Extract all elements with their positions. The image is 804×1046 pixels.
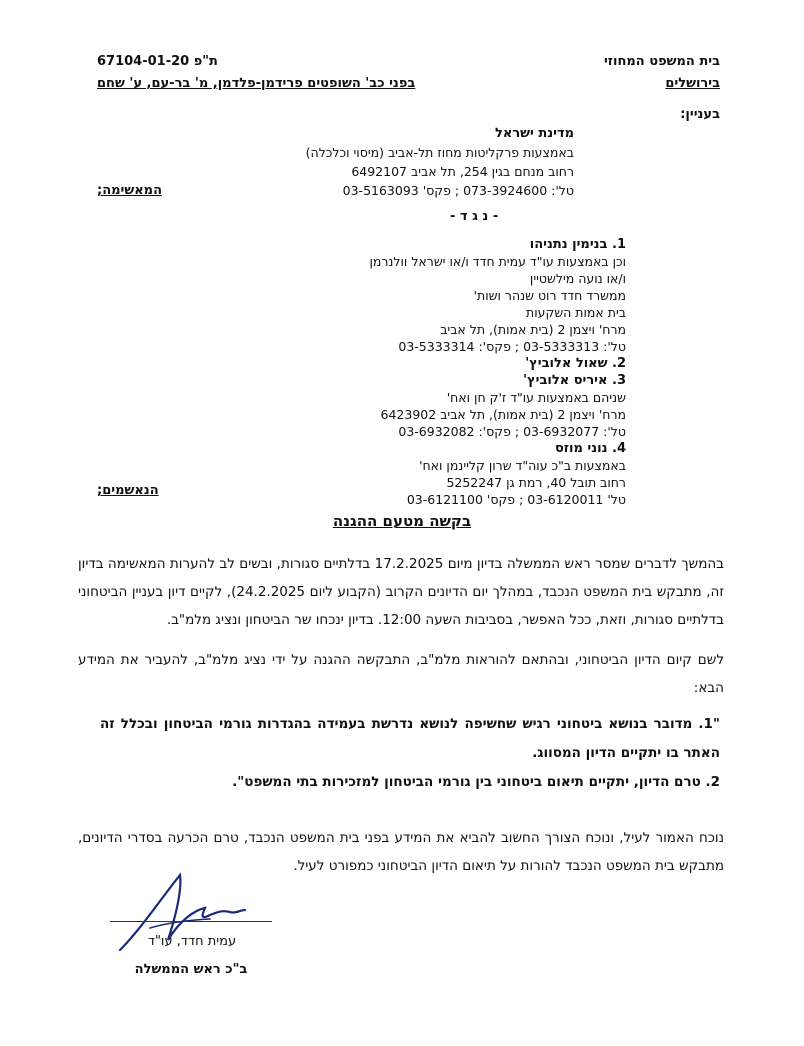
defendants-role-text: הנאשמים; xyxy=(97,483,159,498)
defendant-line: מרח' ויצמן 2 (בית אמות), תל אביב 6423902 xyxy=(380,407,626,422)
prosecution-name: מדינת ישראל xyxy=(494,126,574,141)
defendant-3-name: 3. איריס אלוביץ' xyxy=(523,373,626,388)
paragraph-2: לשם קיום הדיון הביטחוני, ובהתאם להוראות מלמ"ב, התבקשה ההגנה על ידי נציג מלמ"ב, להעביר את המידע הבא: xyxy=(78,652,724,696)
signer-name: עמית חדד, עו"ד xyxy=(147,934,237,949)
prosecution-role xyxy=(97,183,162,198)
prosecution-line: רחוב מנחם בגין 254, תל אביב 6492107 xyxy=(351,164,574,179)
versus-label: - נ ג ד - xyxy=(450,209,499,224)
prosecution-block xyxy=(306,124,574,200)
matter-label: בעניין: xyxy=(680,107,720,122)
defendant-line: מרח' ויצמן 2 (בית אמות), תל אביב xyxy=(440,322,626,337)
quote-item-2: 2. טרם הדיון, יתקיים תיאום ביטחוני בין גורמי הביטחון למזכירות בתי המשפט". xyxy=(232,774,720,790)
defendant-2-name: 2. שאול אלוביץ' xyxy=(525,356,626,371)
defendant-line: בית אמות השקעות xyxy=(526,305,626,320)
defendant-line: ממשרד חדד רוט שנהר ושות' xyxy=(473,288,626,303)
court-city: בירושלים xyxy=(665,76,720,91)
defendant-line: שניהם באמצעות עו"ד ז'ק חן ואח' xyxy=(446,390,626,405)
defendant-line: רחוב תובל 40, רמת גן 5252247 xyxy=(446,475,626,490)
prosecution-line: באמצעות פרקליטות מחוז תל-אביב (מיסוי וכלכלה) xyxy=(305,145,574,160)
defendant-line: טל' 03-6120011 ; פקס' 03-6121100 xyxy=(406,492,626,507)
defendant-line: באמצעות ב"כ עוה"ד שרון קליינמן ואח' xyxy=(419,458,626,473)
prosecution-line: טל': 073-3924600 ; פקס' 03-5163093 xyxy=(342,183,574,198)
defendant-line: טל': 03-6932077 ; פקס': 03-6932082 xyxy=(398,424,626,439)
quote-item-1: "1. מדובר בנושא ביטחוני רגיש שחשיפה לנושא נדרשת בעמידה בהגדרות גורמי הביטחון ובכלל זה האתר בו יתקיים הדיון המסווג. xyxy=(100,716,720,761)
defendant-4-name: 4. נוני מוזס xyxy=(554,441,626,456)
defendant-line: וכן באמצעות עו"ד עמית חדד ו/או ישראל וולנרמן xyxy=(369,254,626,269)
case-number: ת"פ 67104-01-20 xyxy=(97,54,218,69)
signer-role: ב"כ ראש הממשלה xyxy=(134,962,248,977)
document-title: בקשה מטעם ההגנה xyxy=(332,512,472,530)
defendant-line: ו/או נועה מילשטיין xyxy=(529,271,626,286)
defendants-block xyxy=(369,236,626,508)
paragraph-3: נוכח האמור לעיל, ונוכח הצורך החשוב להביא את המידע בפני בית המשפט הנכבד, טרם הכרעה בסדרי הדיונים, מתבקש בית המשפט הנכבד להורות על תיאום הדיון הביטחוני כמפורט לעיל. xyxy=(78,830,724,874)
prosecution-role-text: המאשימה; xyxy=(97,183,163,198)
signature-line xyxy=(110,921,272,922)
court-name: בית המשפט המחוזי xyxy=(603,54,720,69)
paragraph-1: בהמשך לדברים שמסר ראש הממשלה בדיון מיום 17.2.2025 בדלתיים סגורות, ובשים לב להערות המאשימה בדיון זה, מתבקש בית המשפט הנכבד, במהלך יום הדיונים הקרוב (הקבוע ליום 24.2.2025), לקיים דיון בעניין הביטחוני בדלתיים סגורות, וזאת, ככל האפשר, בסביבות השעה 12:00. בדיון ינכחו שר הביטחון ונציג מלמ"ב. xyxy=(78,556,724,628)
defendants-role xyxy=(97,483,159,498)
panel-judges: בפני כב' השופטים פרידמן-פלדמן, מ' בר-עם, ע' שחם xyxy=(97,76,416,91)
defendant-1-name: 1. בנימין נתניהו xyxy=(529,237,626,252)
defendant-line: טל': 03-5333313 ; פקס': 03-5333314 xyxy=(398,339,626,354)
